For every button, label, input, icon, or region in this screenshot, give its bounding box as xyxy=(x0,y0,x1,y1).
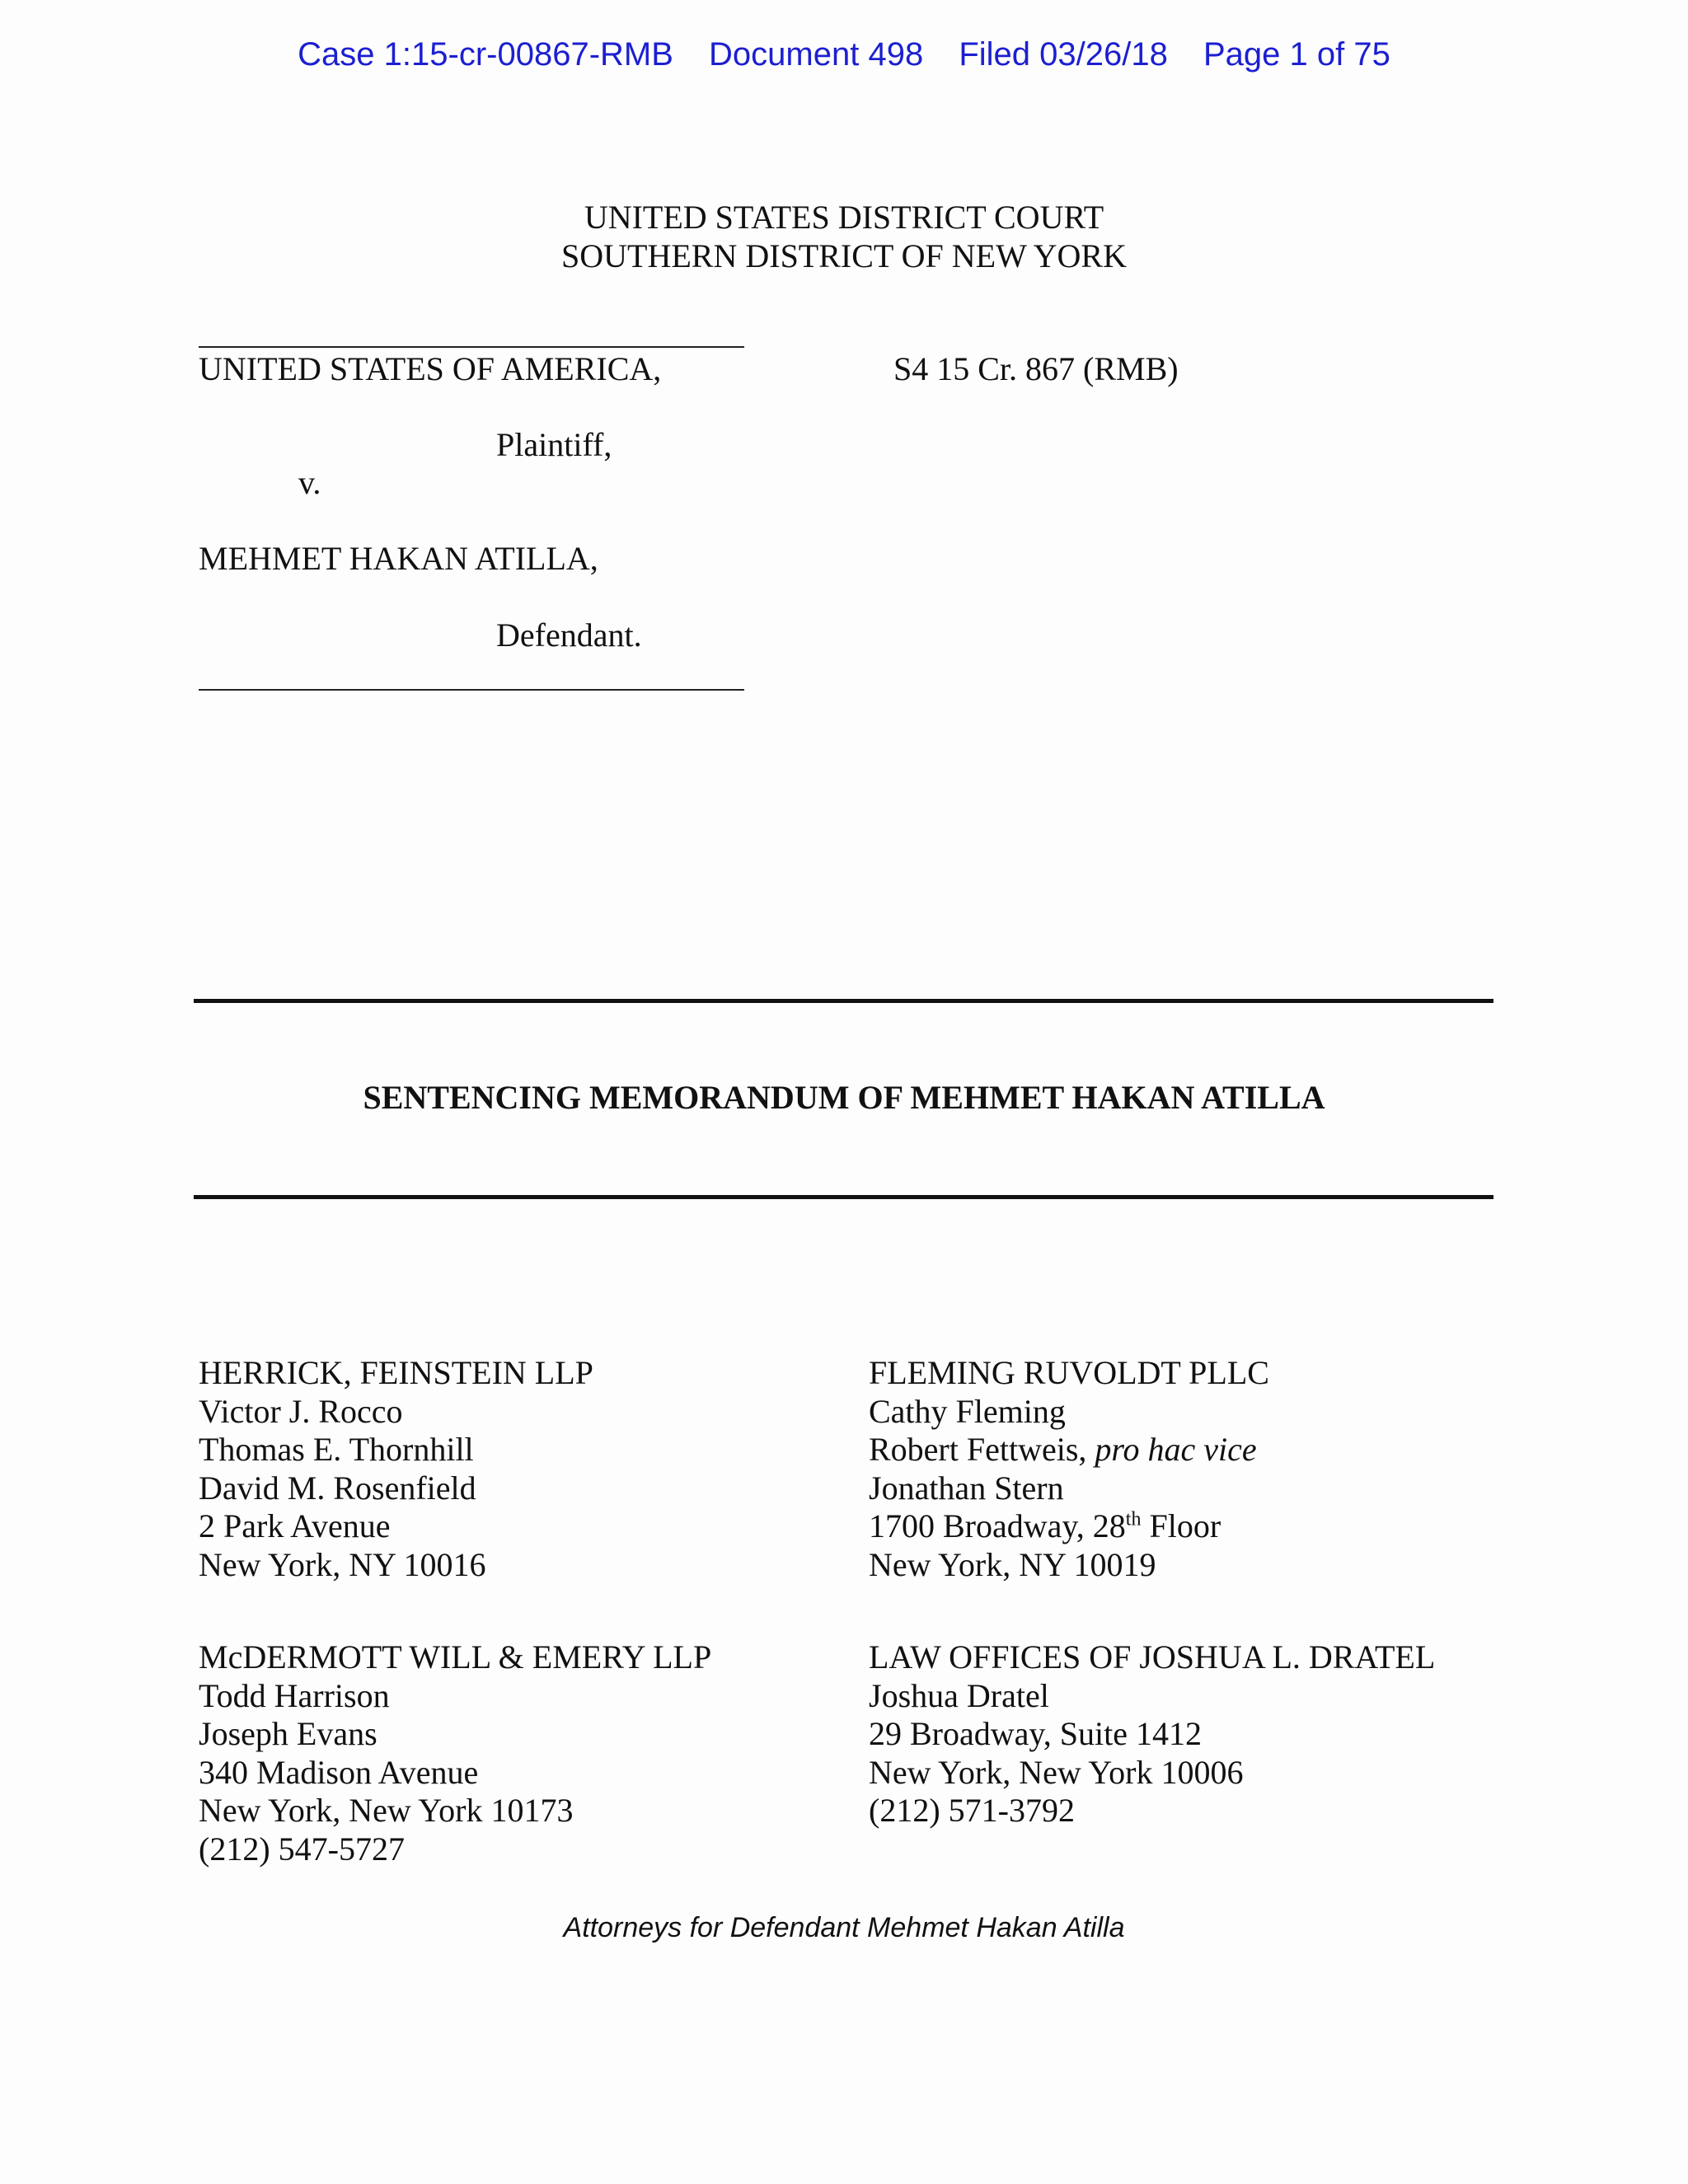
plaintiff-name: UNITED STATES OF AMERICA, xyxy=(199,350,662,387)
defendant-name: MEHMET HAKAN ATILLA, xyxy=(199,540,598,577)
address-line: New York, New York 10006 xyxy=(869,1753,1244,1791)
caption-top-rule xyxy=(199,346,744,348)
counsel-block-dratel xyxy=(869,1638,1435,1830)
plaintiff-role: Plaintiff, xyxy=(496,426,612,463)
address-line: 2 Park Avenue xyxy=(199,1507,391,1544)
page-count-stamp: Page 1 of 75 xyxy=(1203,36,1390,73)
firm-name: LAW OFFICES OF JOSHUA L. DRATEL xyxy=(869,1638,1436,1675)
counsel-line: Joseph Evans xyxy=(199,1715,377,1752)
title-top-rule xyxy=(194,999,1493,1003)
address-line: 29 Broadway, Suite 1412 xyxy=(869,1715,1203,1752)
ordinal-suffix: th xyxy=(1125,1508,1142,1530)
court-heading xyxy=(0,198,1688,275)
counsel-block-mcdermott xyxy=(199,1638,711,1868)
phone-line: (212) 547-5727 xyxy=(199,1830,405,1868)
case-docket-number: S4 15 Cr. 867 (RMB) xyxy=(893,350,1179,387)
firm-name: FLEMING RUVOLDT PLLC xyxy=(869,1354,1269,1391)
firm-name: HERRICK, FEINSTEIN LLP xyxy=(199,1354,593,1391)
counsel-line: Jonathan Stern xyxy=(869,1469,1064,1507)
counsel-line: David M. Rosenfield xyxy=(199,1469,476,1507)
counsel-line: Joshua Dratel xyxy=(869,1676,1049,1714)
counsel-line xyxy=(869,1431,1269,1469)
document-number-stamp: Document 498 xyxy=(709,36,924,73)
address-floor: Floor xyxy=(1141,1507,1221,1544)
defendant-role: Defendant. xyxy=(496,616,642,654)
ecf-header-stamp xyxy=(0,36,1688,73)
caption-bottom-rule xyxy=(199,689,744,691)
attorneys-for-line: Attorneys for Defendant Mehmet Hakan Atilla xyxy=(563,1912,1125,1943)
phone-line: (212) 571-3792 xyxy=(869,1792,1075,1829)
case-number-stamp: Case 1:15-cr-00867-RMB xyxy=(298,36,673,73)
counsel-block-fleming xyxy=(869,1354,1269,1584)
address-street: 1700 Broadway, 28 xyxy=(869,1507,1126,1544)
versus-label: v. xyxy=(298,464,321,501)
title-bottom-rule xyxy=(194,1195,1493,1199)
counsel-line: Cathy Fleming xyxy=(869,1392,1066,1430)
court-name: UNITED STATES DISTRICT COURT xyxy=(584,199,1104,236)
address-line: New York, NY 10019 xyxy=(869,1545,1156,1583)
pro-hac-vice-note: pro hac vice xyxy=(1095,1431,1257,1468)
firm-name: McDERMOTT WILL & EMERY LLP xyxy=(199,1638,712,1675)
counsel-block-herrick xyxy=(199,1354,593,1584)
counsel-line: Victor J. Rocco xyxy=(199,1392,403,1430)
address-line: New York, New York 10173 xyxy=(199,1792,574,1829)
filed-date-stamp: Filed 03/26/18 xyxy=(959,36,1168,73)
address-line: New York, NY 10016 xyxy=(199,1545,486,1583)
document-title: SENTENCING MEMORANDUM OF MEHMET HAKAN ATILLA xyxy=(363,1079,1325,1116)
address-line: 340 Madison Avenue xyxy=(199,1753,479,1791)
counsel-name: Robert Fettweis, xyxy=(869,1431,1095,1468)
counsel-line: Thomas E. Thornhill xyxy=(199,1431,474,1468)
counsel-line: Todd Harrison xyxy=(199,1676,390,1714)
address-line xyxy=(869,1507,1269,1546)
court-district: SOUTHERN DISTRICT OF NEW YORK xyxy=(561,237,1127,274)
